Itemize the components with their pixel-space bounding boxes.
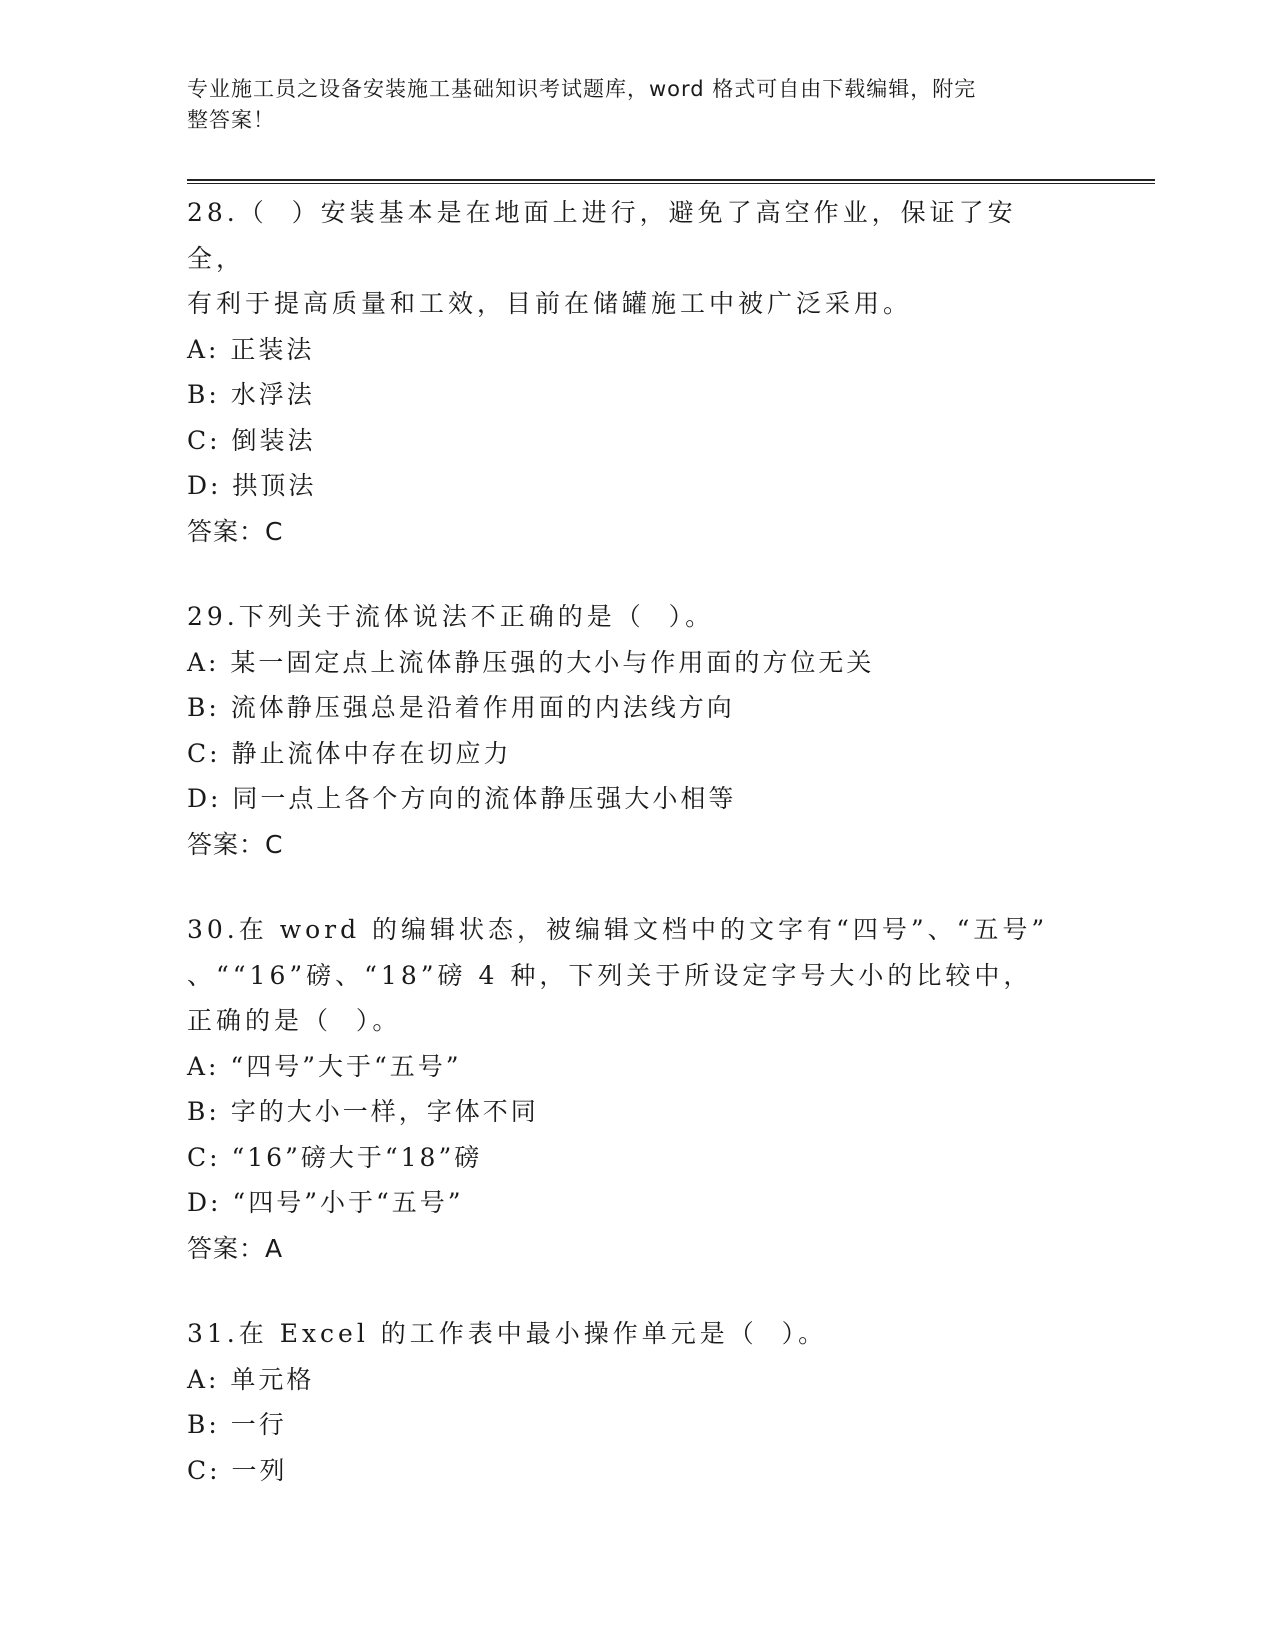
header-divider-thin <box>187 183 1155 184</box>
question-stem-line: 有利于提高质量和工效，目前在储罐施工中被广泛采用。 <box>187 289 913 318</box>
option-a: A: “四号”大于“五号” <box>187 1051 462 1081</box>
option-d: D: 同一点上各个方向的流体静压强大小相等 <box>187 784 737 813</box>
option-b: B: 字的大小一样，字体不同 <box>187 1097 539 1126</box>
question-stem-line: 正确的是（ ）。 <box>187 1006 402 1035</box>
question-stem-line: 28.（ ）安装基本是在地面上进行，避免了高空作业，保证了安全， <box>187 198 1017 273</box>
header-divider-thick <box>187 179 1155 181</box>
option-c: C: 静止流体中存在切应力 <box>187 738 512 768</box>
option-c: C: 倒装法 <box>187 425 316 455</box>
option-d: D: “四号”小于“五号” <box>187 1188 464 1217</box>
option-d: D: 拱顶法 <box>187 471 317 500</box>
option-c: C: 一列 <box>187 1455 288 1485</box>
question-stem-line: 30.在 word 的编辑状态，被编辑文档中的文字有“四号”、“五号” <box>187 915 1049 944</box>
option-a: A: 某一固定点上流体静压强的大小与作用面的方位无关 <box>187 647 875 677</box>
header-line-1: 专业施工员之设备安装施工基础知识考试题库，word 格式可自由下载编辑，附完 <box>187 77 977 101</box>
question-29 <box>187 594 1067 867</box>
question-stem-line: 29.下列关于流体说法不正确的是（ ）。 <box>187 602 715 631</box>
question-31 <box>187 1311 1067 1493</box>
option-a: A: 单元格 <box>187 1364 315 1394</box>
document-header <box>187 74 1067 136</box>
option-c: C: “16”磅大于“18”磅 <box>187 1142 483 1172</box>
question-list <box>187 190 1067 1533</box>
answer-line: 答案：A <box>187 1233 284 1263</box>
question-stem-line: 、““16”磅、“18”磅 4 种，下列关于所设定字号大小的比较中， <box>187 960 1033 990</box>
header-line-2: 整答案！ <box>187 108 275 132</box>
question-stem-line: 31.在 Excel 的工作表中最小操作单元是（ ）。 <box>187 1319 828 1348</box>
answer-line: 答案：C <box>187 516 284 546</box>
question-30 <box>187 907 1067 1271</box>
option-a: A: 正装法 <box>187 334 315 364</box>
option-b: B: 水浮法 <box>187 380 315 409</box>
option-b: B: 一行 <box>187 1410 287 1439</box>
answer-line: 答案：C <box>187 829 284 859</box>
option-b: B: 流体静压强总是沿着作用面的内法线方向 <box>187 693 735 722</box>
question-28 <box>187 190 1067 554</box>
